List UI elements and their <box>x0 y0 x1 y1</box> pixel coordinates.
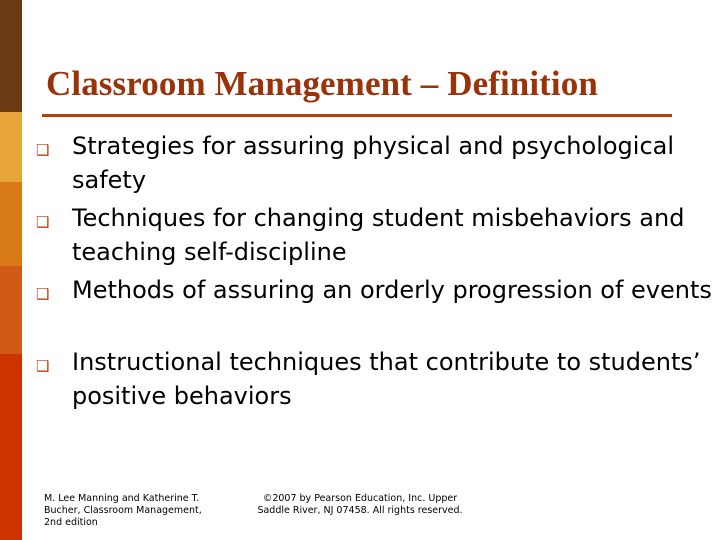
title-underline <box>42 114 672 117</box>
square-bullet-icon: ❑ <box>36 285 50 303</box>
left-stripe-segment <box>0 0 22 112</box>
slide-title: Classroom Management – Definition <box>46 64 598 103</box>
square-bullet-icon: ❑ <box>36 213 50 231</box>
bullet-item <box>0 200 720 272</box>
bullet-item <box>0 272 720 344</box>
square-bullet-icon: ❑ <box>36 141 50 159</box>
footer-citation: M. Lee Manning and Katherine T. Bucher, Classroom Management, 2nd edition <box>44 493 202 528</box>
bullet-list <box>0 128 720 416</box>
square-bullet-icon: ❑ <box>36 357 50 375</box>
bullet-text: Methods of assuring an orderly progression of events <box>72 276 712 304</box>
footer-copyright: ©2007 by Pearson Education, Inc. Upper Saddle River, NJ 07458. All rights reserved. <box>257 493 463 516</box>
bullet-text: Instructional techniques that contribute to students’ positive behaviors <box>72 348 701 410</box>
bullet-text: Techniques for changing student misbehaviors and teaching self-discipline <box>72 204 685 266</box>
bullet-text: Strategies for assuring physical and psychological safety <box>72 132 675 194</box>
bullet-item <box>0 344 720 416</box>
bullet-item <box>0 128 720 200</box>
